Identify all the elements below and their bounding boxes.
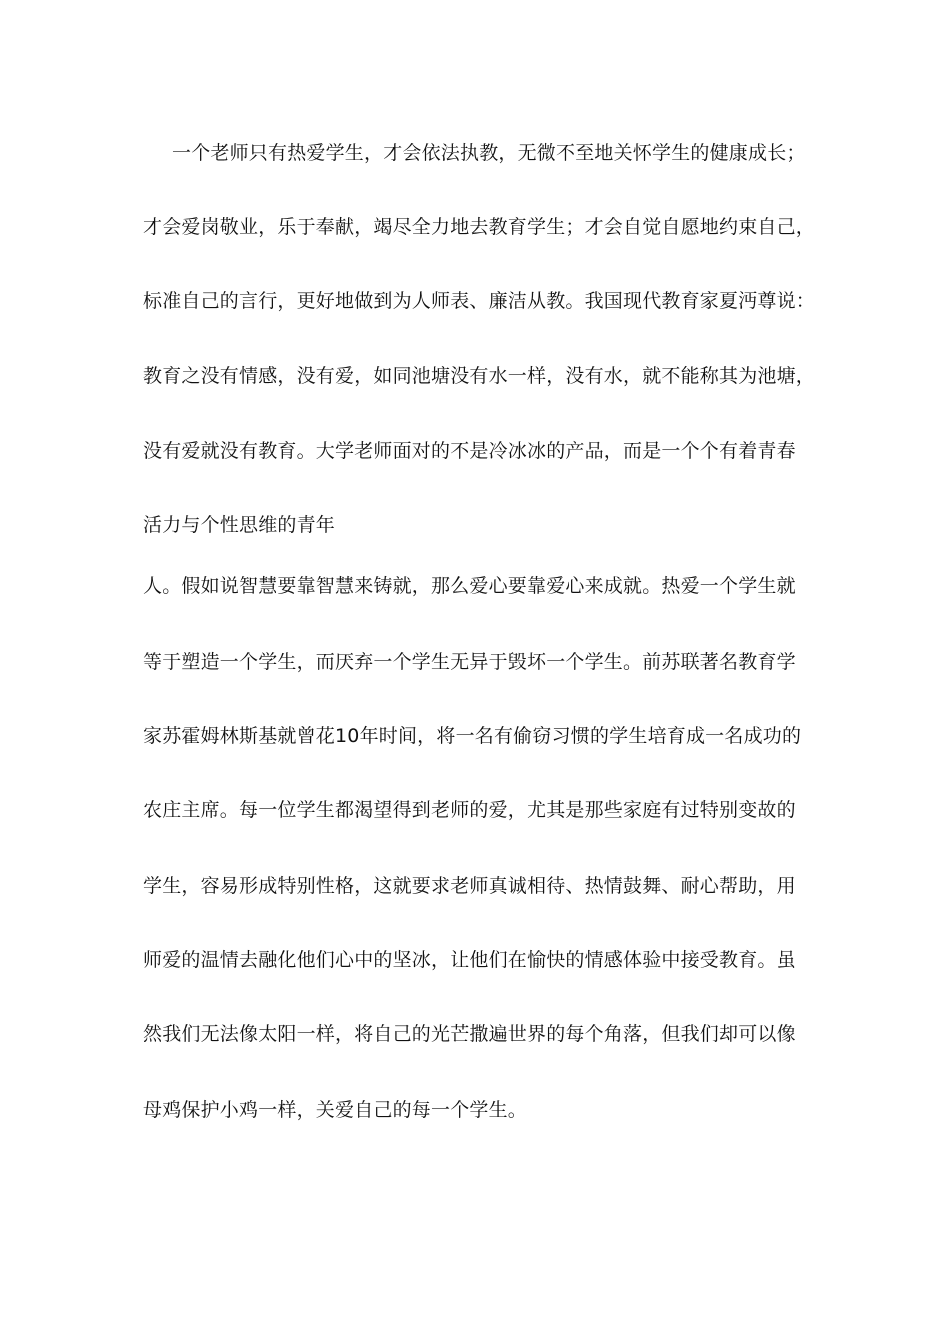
text-line: 人。假如说智慧要靠智慧来铸就，那么爱心要靠爱心来成就。热爱一个学生就 xyxy=(143,575,796,597)
text-line: 农庄主席。每一位学生都渴望得到老师的爱，尤其是那些家庭有过特别变故的 xyxy=(143,799,796,821)
text-line: 标准自己的言行，更好地做到为人师表、廉洁从教。我国现代教育家夏沔尊说： xyxy=(143,290,816,312)
text-line: 教育之没有情感，没有爱，如同池塘没有水一样，没有水，就不能称其为池塘， xyxy=(143,365,816,387)
text-line: 等于塑造一个学生，而厌弃一个学生无异于毁坏一个学生。前苏联著名教育学 xyxy=(143,651,796,673)
text-line: 一个老师只有热爱学生，才会依法执教，无微不至地关怀学生的健康成长； xyxy=(172,142,806,164)
text-line: 母鸡保护小鸡一样，关爱自己的每一个学生。 xyxy=(143,1099,528,1121)
text-line: 没有爱就没有教育。大学老师面对的不是冷冰冰的产品，而是一个个有着青春 xyxy=(143,440,796,462)
text-line: 家苏霍姆林斯基就曾花10年时间，将一名有偷窃习惯的学生培育成一名成功的 xyxy=(143,725,802,747)
text-line: 学生，容易形成特别性格，这就要求老师真诚相待、热情鼓舞、耐心帮助，用 xyxy=(143,875,796,897)
text-line: 师爱的温情去融化他们心中的坚冰，让他们在愉快的情感体验中接受教育。虽 xyxy=(143,949,796,971)
text-line: 活力与个性思维的青年 xyxy=(143,514,336,536)
text-line: 然我们无法像太阳一样，将自己的光芒撒遍世界的每个角落，但我们却可以像 xyxy=(143,1023,796,1045)
text-line: 才会爱岗敬业，乐于奉献，竭尽全力地去教育学生；才会自觉自愿地约束自己， xyxy=(143,216,816,238)
